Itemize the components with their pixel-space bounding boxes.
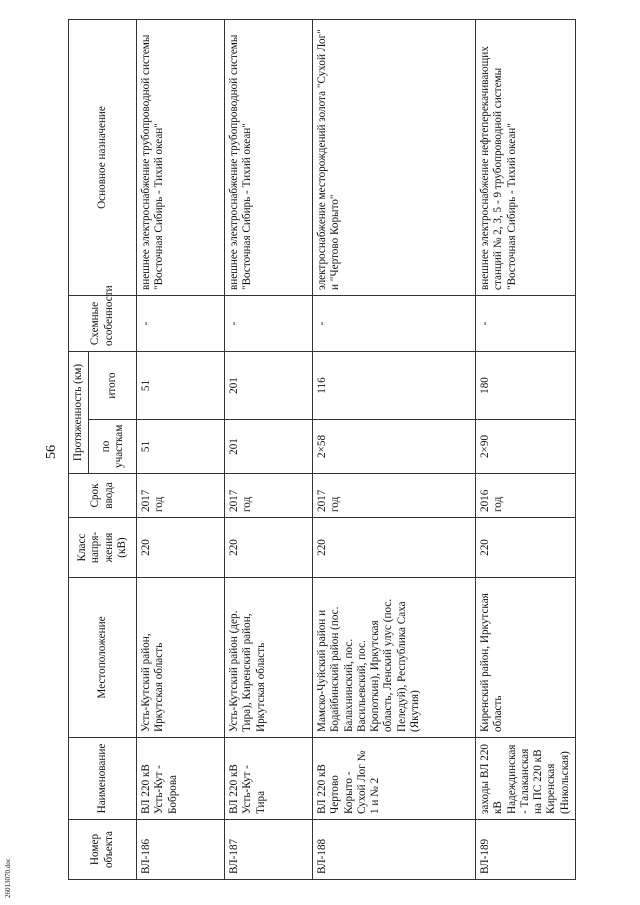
cell-by-sections: 201 bbox=[225, 420, 313, 474]
cell-name: ВЛ 220 кВ Усть-Кут - Боброва bbox=[137, 738, 225, 820]
cell-total: 51 bbox=[137, 352, 225, 420]
cell-total: 116 bbox=[313, 352, 476, 420]
header-by-sections: по участкам bbox=[89, 420, 137, 474]
header-length: Протяженность (км) bbox=[69, 352, 89, 474]
table-row bbox=[225, 20, 313, 880]
cell-purpose: электроснабжение месторождений золота "Сухой Лог" и "Чертово Корыто" bbox=[313, 20, 476, 296]
header-number: Номер объекта bbox=[69, 820, 137, 880]
header-name: Наименование bbox=[69, 738, 137, 820]
page-number: 56 bbox=[44, 445, 59, 459]
header-location: Местоположение bbox=[69, 578, 137, 738]
cell-number: ВЛ-189 bbox=[476, 820, 576, 880]
cell-term: 2016 год bbox=[476, 474, 576, 518]
cell-voltage: 220 bbox=[225, 518, 313, 578]
header-purpose: Основное назначение bbox=[69, 20, 137, 296]
cell-by-sections: 2×90 bbox=[476, 420, 576, 474]
cell-number: ВЛ-188 bbox=[313, 820, 476, 880]
cell-features: - bbox=[225, 296, 313, 352]
cell-name: ВЛ 220 кВ Усть-Кут - Тира bbox=[225, 738, 313, 820]
cell-location: Киренский район, Иркутская область bbox=[476, 578, 576, 738]
footer-filename: 26013070.doc bbox=[4, 858, 12, 898]
cell-features: - bbox=[313, 296, 476, 352]
header-voltage: Класс напря-жения (кВ) bbox=[69, 518, 137, 578]
table-row bbox=[476, 20, 576, 880]
table-row bbox=[313, 20, 476, 880]
cell-features: - bbox=[476, 296, 576, 352]
cell-number: ВЛ-187 bbox=[225, 820, 313, 880]
cell-features: - bbox=[137, 296, 225, 352]
cell-location: Мамско-Чуйский район и Бодайбинский район (пос. Балахнинский, пос. Васильевский, пос. Кропоткин), Иркутская область, Ленский улус (пос. Пеледуй), Республика Саха (Якутия) bbox=[313, 578, 476, 738]
cell-term: 2017 год bbox=[313, 474, 476, 518]
power-lines-table bbox=[68, 19, 576, 880]
cell-location: Усть-Кутский район (дер. Тира), Киренский район, Иркутская область bbox=[225, 578, 313, 738]
header-total: итого bbox=[89, 352, 137, 420]
cell-voltage: 220 bbox=[313, 518, 476, 578]
cell-by-sections: 51 bbox=[137, 420, 225, 474]
cell-number: ВЛ-186 bbox=[137, 820, 225, 880]
cell-voltage: 220 bbox=[137, 518, 225, 578]
cell-purpose: внешнее электроснабжение нефтеперекачивающих станций № 2, 3, 5 - 9 трубопроводной системы "Восточная Сибирь - Тихий океан" bbox=[476, 20, 576, 296]
cell-term: 2017 год bbox=[137, 474, 225, 518]
table-row bbox=[137, 20, 225, 880]
cell-total: 180 bbox=[476, 352, 576, 420]
header-features: Схемные особенности bbox=[69, 296, 137, 352]
cell-voltage: 220 bbox=[476, 518, 576, 578]
cell-by-sections: 2×58 bbox=[313, 420, 476, 474]
cell-total: 201 bbox=[225, 352, 313, 420]
cell-name: ВЛ 220 кВ Чертово Корыто - Сухой Лог № 1 и № 2 bbox=[313, 738, 476, 820]
cell-term: 2017 год bbox=[225, 474, 313, 518]
rotated-table-container bbox=[68, 20, 608, 880]
header-term: Срок ввода bbox=[69, 474, 137, 518]
cell-purpose: внешнее электроснабжение трубопроводной системы "Восточная Сибирь - Тихий океан" bbox=[225, 20, 313, 296]
cell-purpose: внешнее электроснабжение трубопроводной системы "Восточная Сибирь - Тихий океан" bbox=[137, 20, 225, 296]
cell-location: Усть-Кутский район, Иркутская область bbox=[137, 578, 225, 738]
cell-name: заходы ВЛ 220 кВ Надеждинская - Талаканская на ПС 220 кВ Киренская (Никольская) bbox=[476, 738, 576, 820]
